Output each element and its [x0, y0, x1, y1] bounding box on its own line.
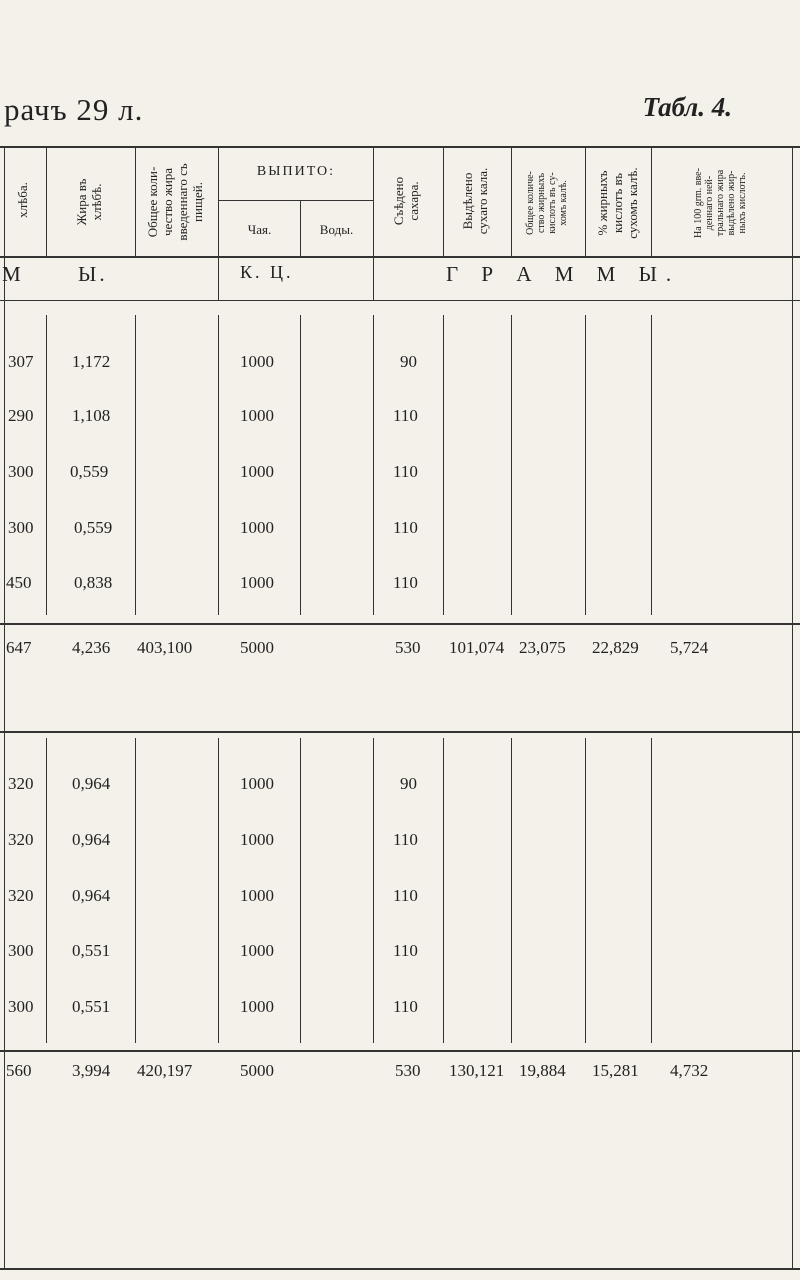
table-cell: 4,732: [670, 1061, 709, 1080]
table-cell: 307: [8, 352, 34, 371]
table-cell: 22,829: [592, 638, 639, 657]
table-cell: 4,236: [72, 638, 111, 657]
col-dry-feces: Выдѣлено сухаго кала.: [460, 167, 490, 235]
table-cell: 110: [393, 830, 418, 849]
table-cell: 0,559: [74, 518, 113, 537]
table-cell: 530: [395, 1061, 421, 1080]
table-cell: 0,964: [72, 886, 111, 905]
table-cell: 530: [395, 638, 421, 657]
table-cell: 0,559: [70, 462, 109, 481]
table-cell: 1000: [240, 997, 274, 1016]
col-tea: Чая.: [247, 222, 272, 237]
group2-top-rule: [0, 731, 800, 733]
table-cell: 110: [393, 573, 418, 592]
table-cell: 300: [8, 941, 34, 960]
section-rule: [0, 300, 800, 301]
section-left: М: [2, 262, 24, 286]
table-cell: 110: [393, 941, 418, 960]
table-cell: 420,197: [137, 1061, 193, 1080]
table-cell: 5,724: [670, 638, 709, 657]
table-cell: 403,100: [137, 638, 193, 657]
table-cell: 19,884: [519, 1061, 566, 1080]
table-cell: 23,075: [519, 638, 566, 657]
table-cell: 101,074: [449, 638, 505, 657]
table-cell: 1,172: [72, 352, 111, 371]
table-cell: 110: [393, 406, 418, 425]
section-mid-b: К. Ц.: [240, 262, 294, 282]
table-cell: 110: [393, 886, 418, 905]
col-total-fatty-acids: Общее количе- ство жирныхъ кислотъ въ су- хомъ калѣ.: [525, 171, 569, 235]
table-cell: 1,108: [72, 406, 111, 425]
table-cell: 300: [8, 997, 34, 1016]
table-cell: 1000: [240, 518, 274, 537]
total2-top-rule: [0, 1050, 800, 1052]
table-cell: 15,281: [592, 1061, 639, 1080]
table-cell: 1000: [240, 830, 274, 849]
col-fat-in-bread: Жира въ хлѣбѣ.: [74, 178, 104, 226]
section-right: Г Р А М М Ы.: [446, 262, 681, 286]
table-cell: 5000: [240, 638, 274, 657]
table-cell: 1000: [240, 573, 274, 592]
table-cell: 130,121: [449, 1061, 505, 1080]
table-cell: 1000: [240, 941, 274, 960]
table-cell: 320: [8, 830, 34, 849]
bottom-rule: [0, 1268, 800, 1270]
col-drunk: ВЫПИТО:: [256, 164, 336, 179]
table-cell: 110: [393, 997, 418, 1016]
right-border: [792, 146, 793, 1270]
table-cell: 110: [393, 518, 418, 537]
table-cell: 1000: [240, 352, 274, 371]
table-cell: 0,838: [74, 573, 113, 592]
table-cell: 90: [400, 352, 417, 371]
table-cell: 0,964: [72, 774, 111, 793]
table-cell: 90: [400, 774, 417, 793]
col-sugar: Съѣдено сахара.: [391, 176, 421, 226]
page-header: [0, 92, 800, 142]
col-percent-fatty-acids: % жирныхъ кислотъ въ сухомъ калѣ.: [595, 167, 640, 239]
table-cell: 0,551: [72, 941, 111, 960]
table-cell: 320: [8, 774, 34, 793]
table-cell: 320: [8, 886, 34, 905]
col-bread: хлѣба.: [15, 182, 30, 218]
table-cell: 647: [6, 638, 32, 657]
table-cell: 5000: [240, 1061, 274, 1080]
header-left: рачъ 29 л.: [4, 92, 144, 127]
table-cell: 290: [8, 406, 34, 425]
col-total-fat: Общее коли- чество жира введеннаго съ пищей.: [145, 163, 205, 241]
table-cell: 560: [6, 1061, 32, 1080]
table-cell: 1000: [240, 774, 274, 793]
table-cell: 450: [6, 573, 32, 592]
left-border: [4, 146, 5, 1270]
table-number: Табл. 4.: [642, 92, 732, 122]
table-cell: 0,551: [72, 997, 111, 1016]
header-bottom-rule: [0, 256, 800, 258]
table-cell: 0,964: [72, 830, 111, 849]
col-per-100g: На 100 grm. вве- деннаго ней- тральнаго жира выдѣлено жир- ныхъ кислотъ.: [693, 168, 748, 238]
table-cell: 1000: [240, 462, 274, 481]
table-cell: 110: [393, 462, 418, 481]
table-cell: 1000: [240, 886, 274, 905]
table-cell: 300: [8, 518, 34, 537]
table-cell: 1000: [240, 406, 274, 425]
table-cell: 300: [8, 462, 34, 481]
total1-top-rule: [0, 623, 800, 625]
section-mid-a: Ы.: [78, 262, 108, 286]
table-cell: 3,994: [72, 1061, 111, 1080]
col-water: Воды.: [319, 222, 354, 237]
